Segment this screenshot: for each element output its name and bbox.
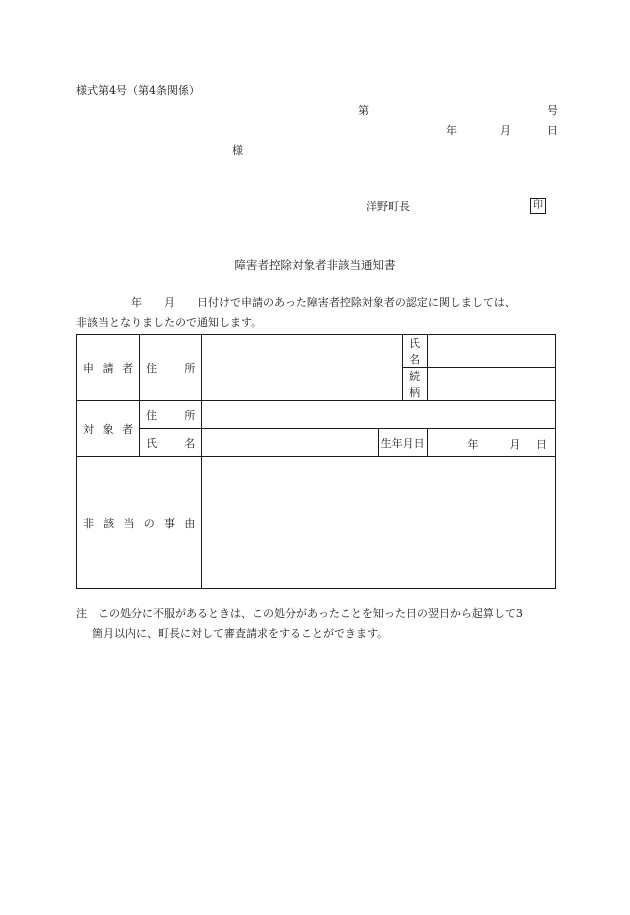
- applicant-label: 申請者: [77, 335, 140, 401]
- recipient-honorific: 様: [232, 144, 243, 157]
- subject-label: 対象者: [77, 401, 140, 457]
- issue-date-day: 日: [547, 124, 558, 137]
- applicant-relation-label: 続柄: [403, 368, 427, 401]
- applicant-relation-field[interactable]: [427, 368, 555, 401]
- applicant-name-field[interactable]: [427, 335, 555, 368]
- note-line-1: 注 この処分に不服があるときは、この処分があったことを知った日の翌日から起算して3: [76, 607, 523, 620]
- note: [76, 604, 556, 644]
- note-line-2: 箇月以内に、町長に対して審査請求をすることができます。: [92, 627, 389, 640]
- reason-field[interactable]: [202, 457, 556, 589]
- issue-number-prefix: 第: [358, 104, 369, 117]
- form-number: 様式第4号（第4条関係）: [76, 84, 200, 97]
- issue-date-year: 年: [446, 124, 457, 137]
- body-text: [76, 293, 556, 333]
- applicant-name-label: 氏名: [403, 335, 427, 368]
- birth-day-label: 日: [536, 438, 547, 451]
- body-line-2: 非該当となりましたので通知します。: [76, 316, 263, 329]
- applicant-address-label: 住所: [140, 335, 202, 401]
- applicant-address-field[interactable]: [202, 335, 403, 401]
- form-table: [76, 334, 556, 589]
- subject-name-field[interactable]: [202, 429, 378, 457]
- body-line-1: 年 月 日付けで申請のあった障害者控除対象者の認定に関しましては、: [76, 296, 516, 309]
- sender-name: 洋野町長: [366, 200, 410, 213]
- birth-month-label: 月: [509, 438, 521, 451]
- document-title: 障害者控除対象者非該当通知書: [234, 258, 396, 272]
- reason-label: 非該当の事由: [77, 457, 202, 589]
- subject-address-label: 住所: [140, 401, 202, 429]
- issue-number-suffix: 号: [547, 104, 558, 117]
- issue-date-month: 月: [500, 124, 511, 137]
- birth-year-label: 年: [467, 438, 479, 451]
- birthdate-label: 生年月日: [378, 429, 427, 457]
- seal-mark: 印: [530, 198, 546, 214]
- subject-address-field[interactable]: [202, 401, 556, 429]
- birthdate-field[interactable]: [427, 429, 555, 457]
- subject-name-label: 氏名: [140, 429, 202, 457]
